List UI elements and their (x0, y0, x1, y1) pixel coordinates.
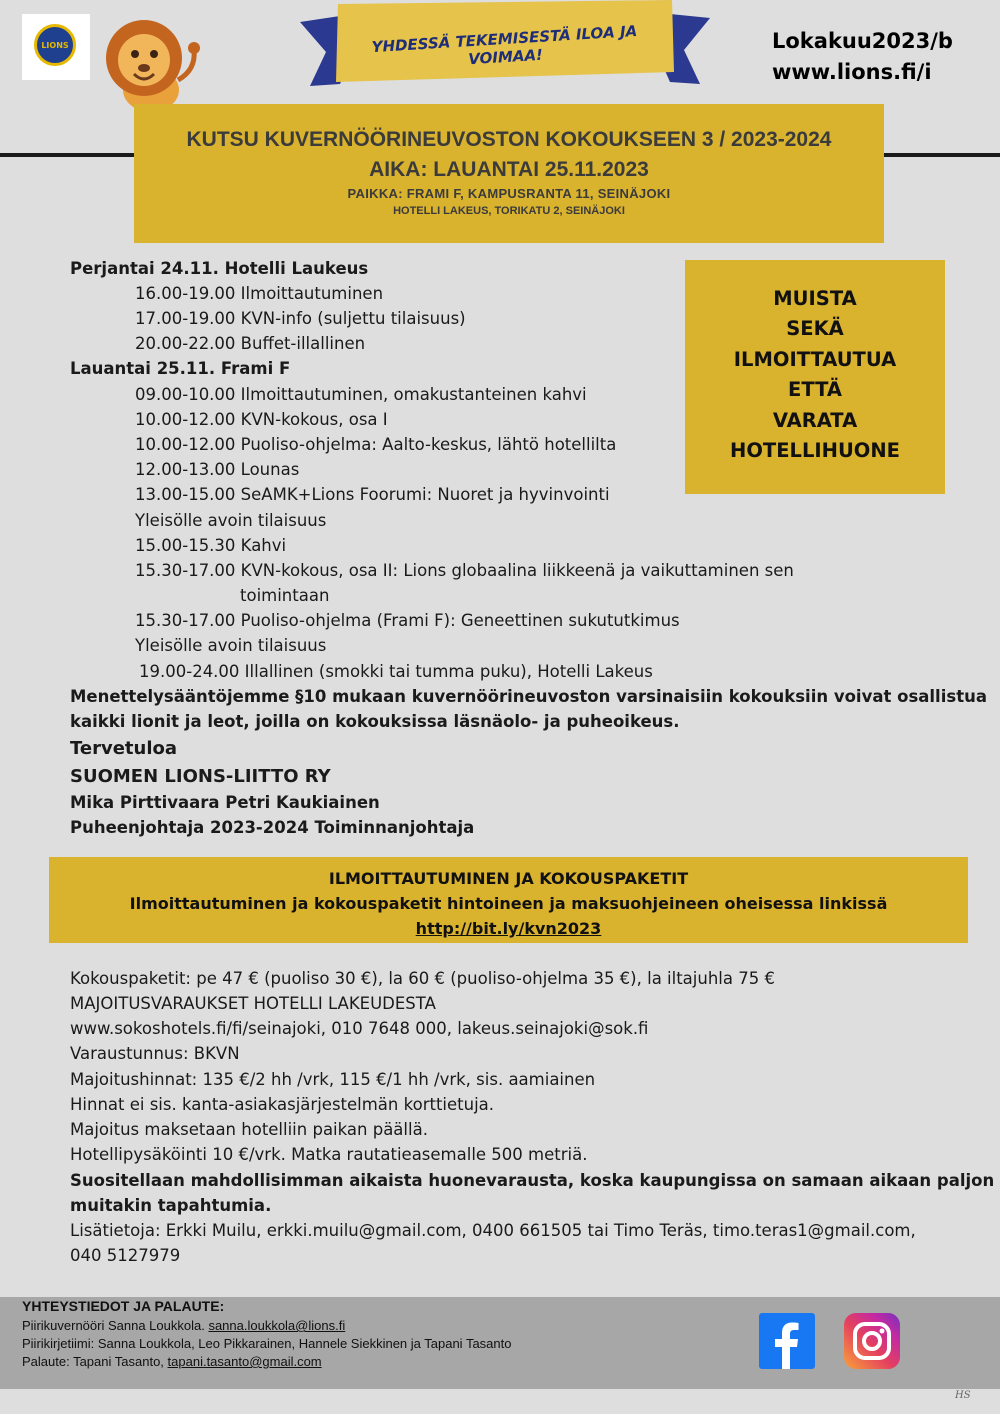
hotel-address: HOTELLI LAKEUS, TORIKATU 2, SEINÄJOKI (393, 205, 625, 217)
rules-text: kaikki lionit ja leot, joilla on kokouksissa läsnäolo- ja puheoikeus. (70, 712, 680, 731)
friday-heading: Perjantai 24.11. Hotelli Laukeus (70, 259, 369, 278)
program-item: 20.00-22.00 Buffet-illallinen (135, 334, 366, 353)
program-item: 10.00-12.00 KVN-kokous, osa I (135, 410, 388, 429)
reminder-line: VARATA (772, 408, 858, 432)
lion-mascot-icon (96, 10, 206, 115)
program-item: 15.30-17.00 KVN-kokous, osa II: Lions globaalina liikkeenä ja vaikuttaminen sen (135, 561, 794, 580)
parking-note: Hotellipysäköinti 10 €/vrk. Matka rautatieasemalle 500 metriä. (70, 1145, 588, 1164)
program-item: 15.00-15.30 Kahvi (135, 536, 287, 555)
booking-advice: muitakin tapahtumia. (70, 1196, 272, 1215)
signatory-roles: Puheenjohtaja 2023-2024 Toiminnanjohtaja (70, 818, 475, 837)
payment-note: Majoitus maksetaan hotelliin paikan päällä. (70, 1120, 428, 1139)
registration-text: Ilmoittautuminen ja kokouspaketit hintoineen ja maksuohjeineen oheisessa linkissä (129, 894, 888, 913)
welcome-text: Tervetuloa (70, 738, 178, 759)
invitation-title: KUTSU KUVERNÖÖRINEUVOSTON KOKOUKSEEN 3 / 2023-2024 (186, 128, 832, 151)
registration-link[interactable]: http://bit.ly/kvn2023 (415, 919, 602, 938)
room-prices: Majoitushinnat: 135 €/2 hh /vrk, 115 €/1 hh /vrk, sis. aamiainen (70, 1070, 596, 1089)
program-item: 19.00-24.00 Illallinen (smokki tai tumma puku), Hotelli Lakeus (139, 662, 653, 681)
booking-code: Varaustunnus: BKVN (70, 1044, 240, 1063)
governor-contact: Piirikuvernööri Sanna Loukkola. sanna.loukkola@lions.fi (22, 1318, 346, 1333)
program-item: toimintaan (240, 586, 330, 605)
registration-box (49, 857, 968, 943)
more-info: Lisätietoja: Erkki Muilu, erkki.muilu@gmail.com, 0400 661505 tai Timo Teräs, timo.teras1@gmail.com, (70, 1221, 916, 1240)
price-note: Hinnat ei sis. kanta-asiakasjärjestelmän korttietuja. (70, 1095, 495, 1114)
feedback-email-link[interactable]: tapani.tasanto@gmail.com (167, 1354, 322, 1369)
packages-text: Kokouspaketit: pe 47 € (puoliso 30 €), la 60 € (puoliso-ohjelma 35 €), la iltajuhla 75 € (70, 969, 775, 988)
more-info: 040 5127979 (70, 1246, 181, 1265)
editorial-team: Piirikirjetiimi: Sanna Loukkola, Leo Pikkarainen, Hannele Siekkinen ja Tapani Tasanto (22, 1336, 512, 1351)
hotel-contact: www.sokoshotels.fi/fi/seinajoki, 010 7648 000, lakeus.seinajoki@sok.fi (70, 1019, 649, 1038)
program-item: Yleisölle avoin tilaisuus (135, 636, 327, 655)
reminder-box (685, 260, 945, 494)
governor-email-link[interactable]: sanna.loukkola@lions.fi (208, 1318, 346, 1333)
program-item: Yleisölle avoin tilaisuus (135, 511, 327, 530)
lions-emblem-icon: LIONS (34, 24, 76, 66)
program-item: 10.00-12.00 Puoliso-ohjelma: Aalto-keskus, lähtö hotellilta (135, 435, 617, 454)
signatory-names: Mika Pirttivaara Petri Kaukiainen (70, 793, 380, 812)
rules-text: Menettelysääntöjemme §10 mukaan kuvernöörineuvoston varsinaisiin kokouksiin voivat osallistua (70, 687, 987, 706)
reminder-line: ILMOITTAUTUA (733, 347, 897, 371)
program-item: 09.00-10.00 Ilmoittautuminen, omakustanteinen kahvi (135, 385, 587, 404)
lions-logo (22, 14, 90, 80)
meeting-date: AIKA: LAUANTAI 25.11.2023 (369, 158, 649, 181)
booking-advice: Suositellaan mahdollisimman aikaista huonevarausta, koska kaupungissa on samaan aikaan paljon (70, 1171, 995, 1190)
slogan-text: YHDESSÄ TEKEMISESTÄ ILOA JA VOIMAA! (371, 21, 638, 69)
registration-heading: ILMOITTAUTUMINEN JA KOKOUSPAKETIT (328, 869, 689, 888)
issue-label: Lokakuu2023/b (772, 29, 953, 53)
signature: HS (955, 1390, 971, 1401)
meeting-venue: PAIKKA: FRAMI F, KAMPUSRANTA 11, SEINÄJOKI (347, 186, 671, 201)
program-item: 15.30-17.00 Puoliso-ohjelma (Frami F): Geneettinen sukututkimus (135, 611, 680, 630)
facebook-icon[interactable] (759, 1313, 815, 1369)
program-item: 16.00-19.00 Ilmoittautuminen (135, 284, 384, 303)
organization-name: SUOMEN LIONS-LIITTO RY (70, 766, 331, 787)
reminder-line: MUISTA (773, 287, 857, 310)
reminder-line: HOTELLIHUONE (730, 438, 900, 462)
footer-heading: YHTEYSTIEDOT JA PALAUTE: (22, 1298, 225, 1314)
program-item: 13.00-15.00 SeAMK+Lions Foorumi: Nuoret ja hyvinvointi (135, 485, 610, 504)
instagram-icon[interactable] (844, 1313, 900, 1369)
reminder-line: SEKÄ (786, 317, 844, 341)
accommodation-heading: MAJOITUSVARAUKSET HOTELLI LAKEUDESTA (70, 994, 436, 1013)
website-link[interactable]: www.lions.fi/i (772, 60, 932, 84)
program-item: 17.00-19.00 KVN-info (suljettu tilaisuus) (135, 309, 466, 328)
program-item: 12.00-13.00 Lounas (135, 460, 300, 479)
title-box (134, 104, 884, 243)
saturday-heading: Lauantai 25.11. Frami F (70, 359, 291, 378)
reminder-line: ETTÄ (788, 378, 842, 402)
feedback-contact: Palaute: Tapani Tasanto, tapani.tasanto@gmail.com (22, 1354, 322, 1369)
issue-info (772, 26, 953, 88)
